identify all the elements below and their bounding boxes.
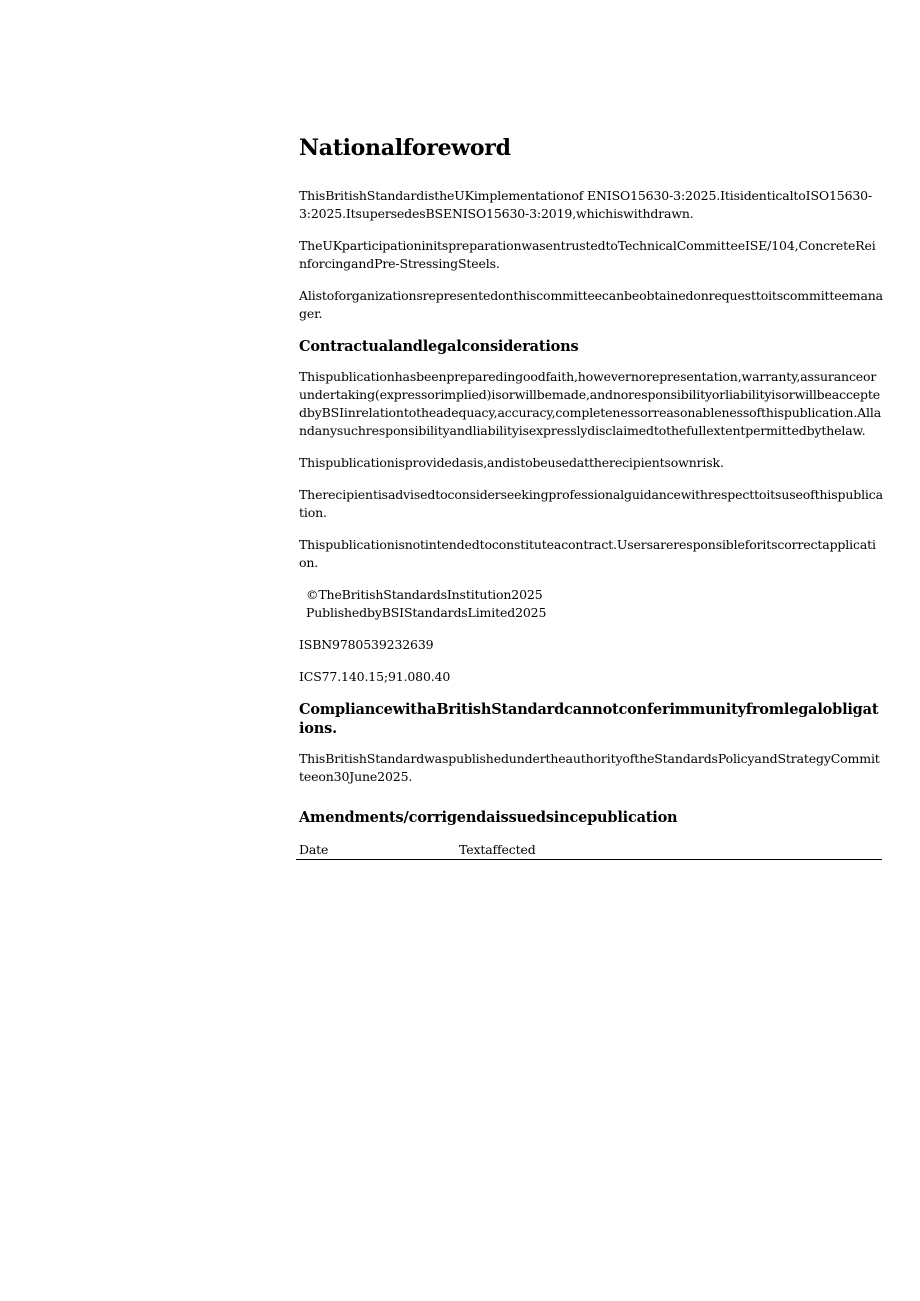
own-risk-paragraph: Thispublicationisprovidedasis,andistobeusedattherecipientsownrisk.: [299, 455, 724, 471]
organizations-paragraph: Alistoforganizationsrepresentedonthiscommitteecanbeobtainedonrequesttoitscommitteemanager.: [299, 288, 883, 322]
copyright-block: [299, 586, 883, 622]
national-foreword-column: [299, 130, 883, 860]
text-affected-column-header: Textaffected: [459, 842, 536, 858]
date-column-header: Date: [299, 842, 329, 858]
guidance-paragraph: Therecipientisadvisedtoconsiderseekingprofessionalguidancewithrespecttoitsuseofthispublication.: [299, 487, 883, 521]
compliance-heading: CompliancewithaBritishStandardcannotconferimmunityfromlegalobligations.: [299, 701, 879, 738]
page-title: Nationalforeword: [299, 135, 511, 161]
good-faith-paragraph: Thispublicationhasbeenpreparedingoodfaith,howevernorepresentation,warranty,assuranceorundertaking(expressorimplied)isorwillbemade,andnoresponsibilityorliabilityisorwillbeacceptedbyBSIinrelationtotheadequacy,accuracy,completenessorreasonablenessofthispublication.Allandanysuchresponsibilityandliabilityisexpresslydisclaimedtothefullextentpermittedbythelaw.: [299, 369, 882, 439]
copyright-line: ©TheBritishStandardsInstitution2025: [306, 587, 543, 603]
amendments-table-header: [296, 841, 882, 860]
intro-paragraph: ThisBritishStandardistheUKimplementationof ENISO15630-3:2025.ItisidenticaltoISO15630-3:2025.ItsupersedesBSENISO15630-3:2019,whichiswithdrawn.: [299, 188, 873, 222]
publisher-line: PublishedbyBSIStandardsLimited2025: [306, 605, 547, 621]
participation-paragraph: TheUKparticipationinitspreparationwasentrustedtoTechnicalCommitteeISE/104,ConcreteReinforcingandPre-StressingSteels.: [299, 238, 876, 272]
isbn: ISBN9780539232639: [299, 637, 434, 653]
not-contract-paragraph: Thispublicationisnotintendedtoconstituteacontract.Usersareresponsibleforitscorrectapplication.: [299, 537, 876, 571]
ics-codes: ICS77.140.15;91.080.40: [299, 669, 451, 685]
compliance-paragraph: ThisBritishStandardwaspublishedundertheauthorityoftheStandardsPolicyandStrategyCommitteeon30June2025.: [299, 751, 880, 785]
contractual-heading: Contractualandlegalconsiderations: [299, 338, 579, 356]
amendments-heading: Amendments/corrigendaissuedsincepublication: [299, 809, 678, 827]
